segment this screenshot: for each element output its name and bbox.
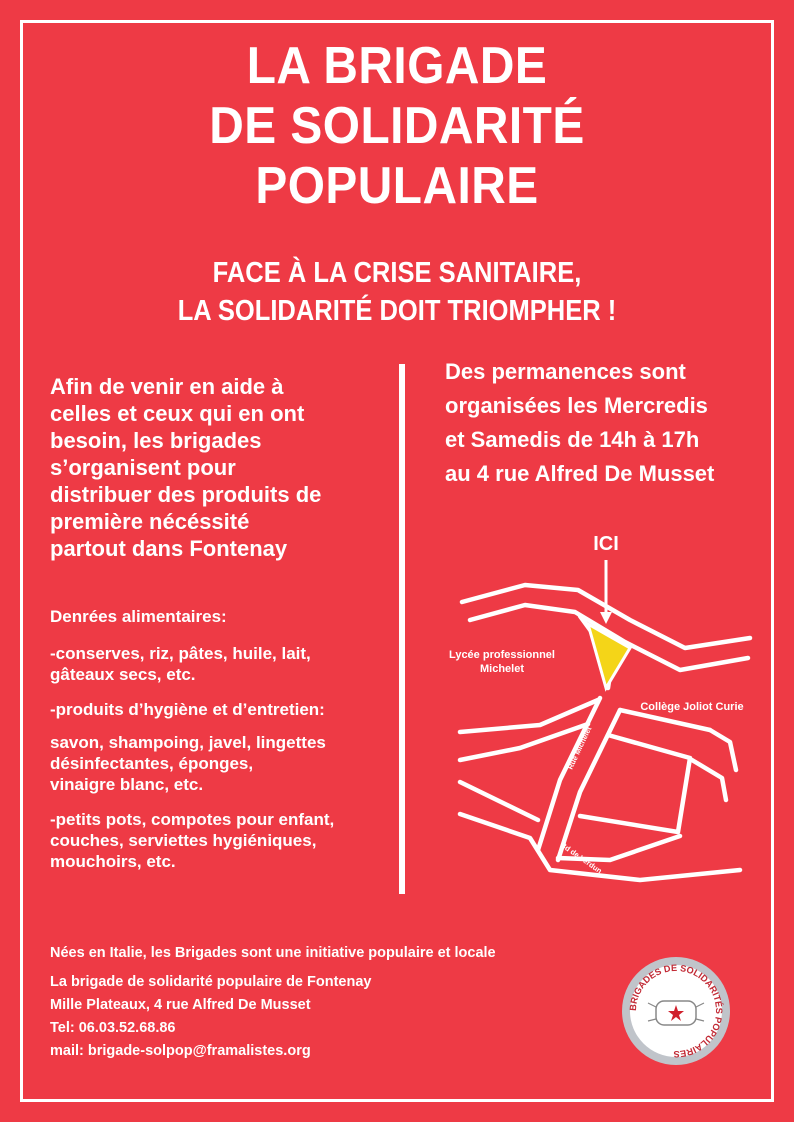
map-street-label: Rue Michelet <box>565 725 594 771</box>
poster-subtitle <box>48 254 747 330</box>
permanences-line: Des permanences sont <box>445 359 686 384</box>
needs-list <box>50 606 395 886</box>
permanences-line: au 4 rue Alfred De Musset <box>445 461 715 486</box>
column-divider <box>399 364 405 894</box>
baby-items <box>50 809 395 872</box>
list-line: -conserves, riz, pâtes, huile, lait, <box>50 644 311 663</box>
subtitle-line-2: LA SOLIDARITÉ DOIT TRIOMPHER ! <box>177 295 617 327</box>
permanences-info <box>445 355 775 491</box>
intro-line: celles et ceux qui en ont <box>50 401 305 426</box>
footer-tel: Tel: 06.03.52.68.86 <box>50 1020 176 1036</box>
footer-address: Mille Plateaux, 4 rue Alfred De Musset <box>50 997 311 1013</box>
footer-org: La brigade de solidarité populaire de Fontenay <box>50 974 372 990</box>
footer-mail: mail: brigade-solpop@framalistes.org <box>50 1043 311 1059</box>
map-street-label: Bd de Verdun <box>558 840 604 876</box>
list-line: désinfectantes, éponges, <box>50 754 254 773</box>
title-line-2: DE SOLIDARITÉ <box>209 97 585 155</box>
hygiene-heading: -produits d’hygiène et d’entretien: <box>50 700 325 719</box>
map-road <box>710 730 736 770</box>
food-heading: Denrées alimentaires: <box>50 607 227 626</box>
map-road <box>460 782 538 820</box>
intro-line: besoin, les brigades <box>50 428 262 453</box>
intro-paragraph <box>50 373 390 562</box>
subtitle-line-1: FACE À LA CRISE SANITAIRE, <box>212 257 582 289</box>
list-line: vinaigre blanc, etc. <box>50 775 204 794</box>
list-line: savon, shampoing, javel, lingettes <box>50 733 326 752</box>
permanences-line: et Samedis de 14h à 17h <box>445 427 700 452</box>
map-marker-label: ICI <box>593 533 619 555</box>
permanences-line: organisées les Mercredis <box>445 393 708 418</box>
food-items <box>50 643 395 685</box>
title-line-1: LA BRIGADE <box>246 37 548 95</box>
intro-line: première nécéssité <box>50 509 250 534</box>
intro-line: distribuer des produits de <box>50 482 322 507</box>
map-label-lycee: Lycée professionnel <box>449 649 555 661</box>
intro-line: Afin de venir en aide à <box>50 374 284 399</box>
footer-contact <box>50 945 610 1063</box>
brigades-logo <box>620 955 732 1067</box>
map-road <box>692 760 726 800</box>
list-line: gâteaux secs, etc. <box>50 665 196 684</box>
list-line: mouchoirs, etc. <box>50 852 176 871</box>
list-line: -petits pots, compotes pour enfant, <box>50 810 335 829</box>
arrow-head-icon <box>600 612 612 624</box>
title-line-3: POPULAIRE <box>255 157 539 215</box>
location-map <box>430 520 770 900</box>
intro-line: s’organisent pour <box>50 455 236 480</box>
map-label-lycee: Michelet <box>479 663 525 675</box>
hygiene-items <box>50 699 395 795</box>
poster-title <box>32 36 762 216</box>
footer-origin: Nées en Italie, les Brigades sont une initiative populaire et locale <box>50 945 496 961</box>
map-road <box>620 710 710 730</box>
intro-line: partout dans Fontenay <box>50 536 288 561</box>
map-road <box>580 735 690 832</box>
map-label-college: Collège Joliot Curie <box>640 701 744 713</box>
logo-text: BRIGADES DE SOLIDARITÉS POPULAIRES <box>627 962 725 1060</box>
list-line: couches, serviettes hygiéniques, <box>50 831 317 850</box>
